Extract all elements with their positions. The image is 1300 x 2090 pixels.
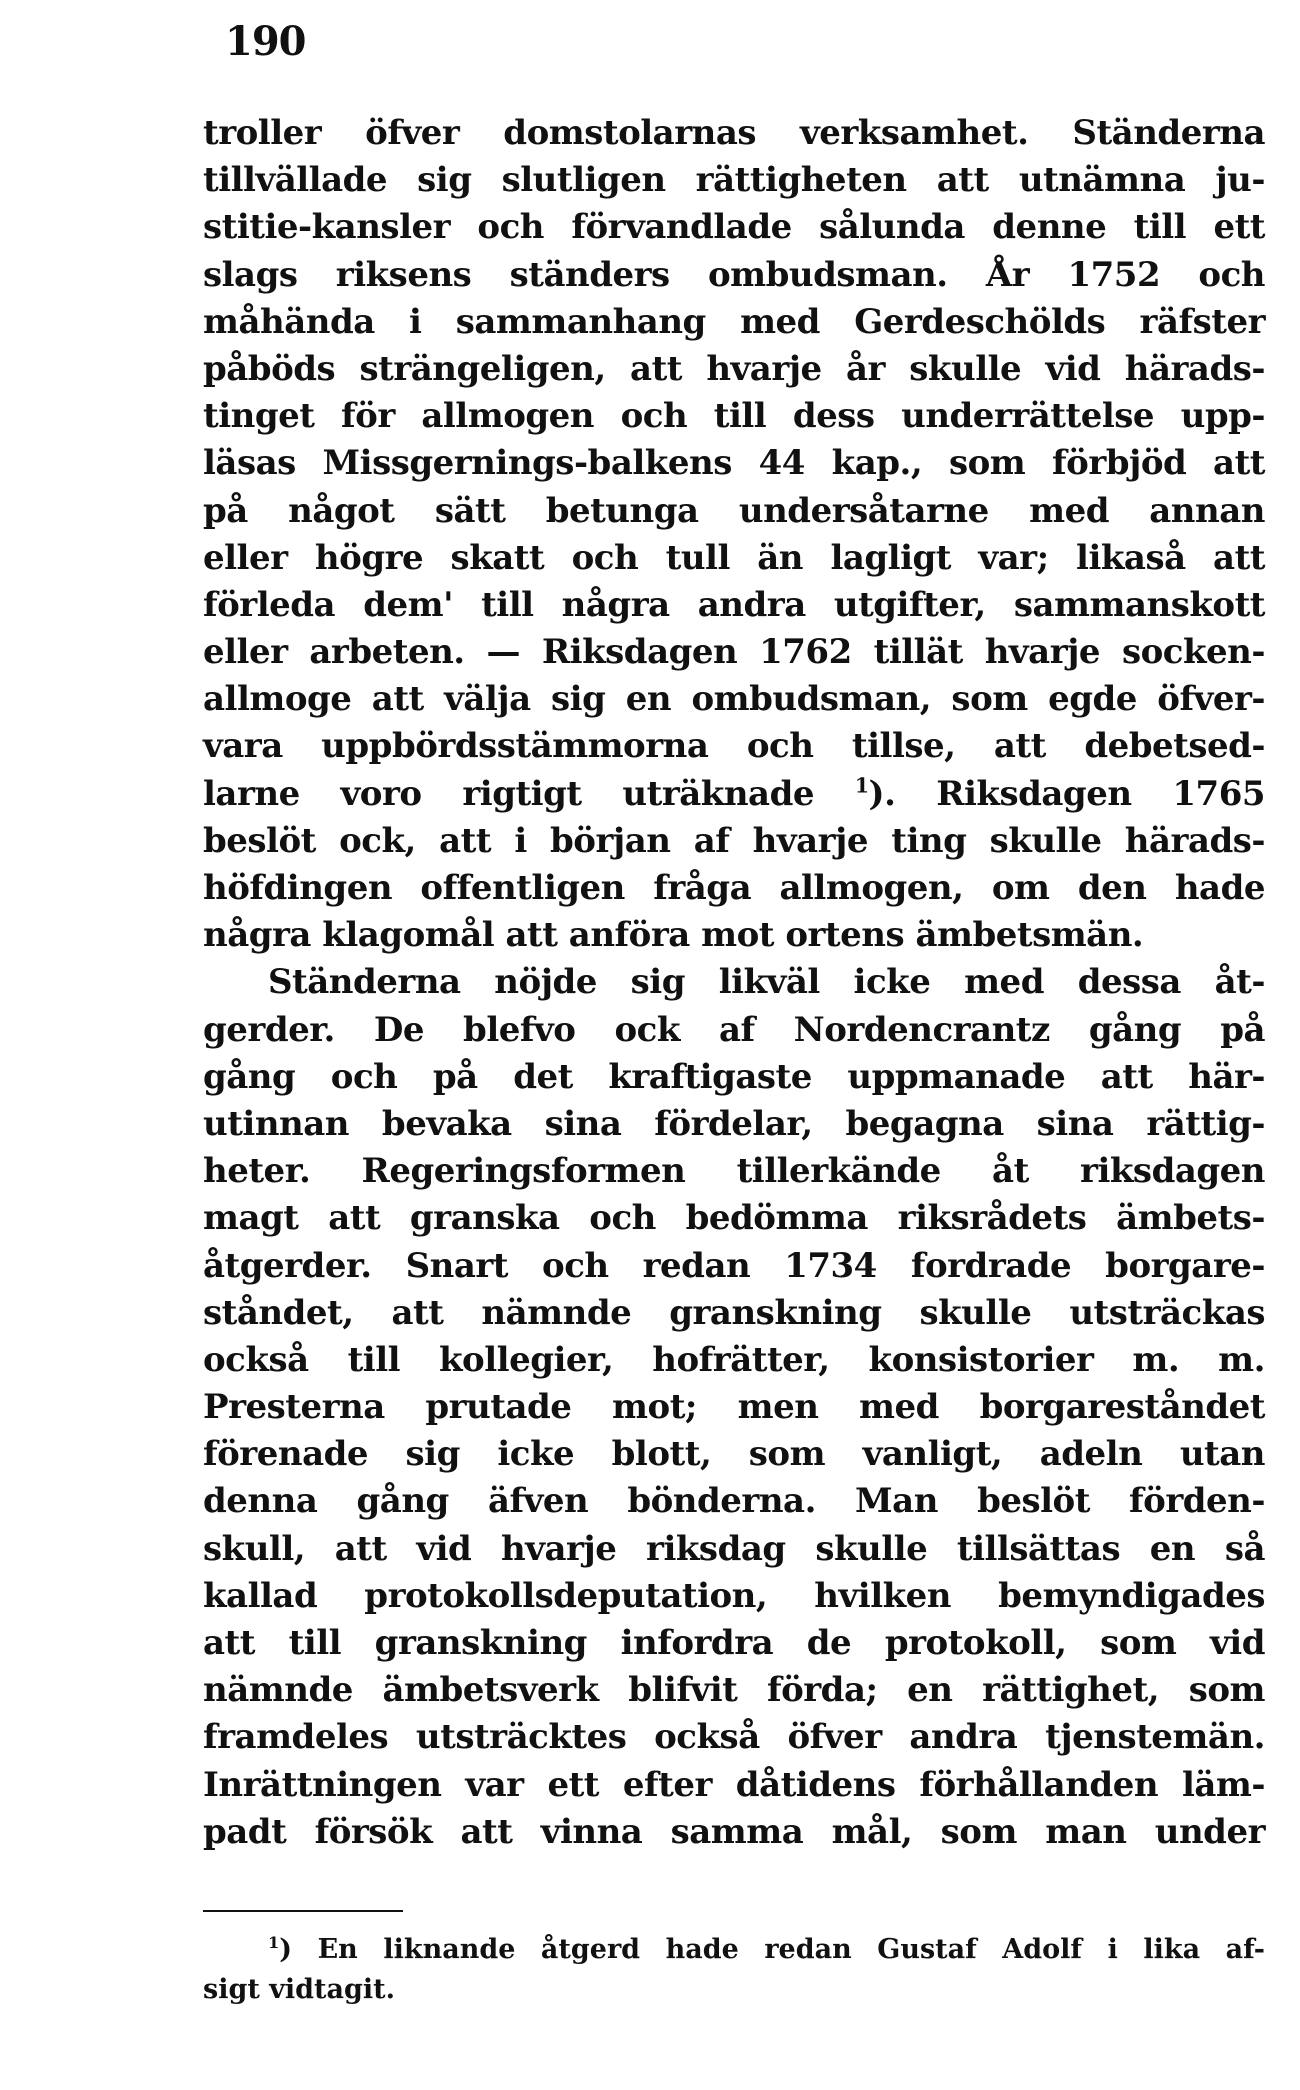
text-line: påböds strängeligen, att hvarje år skulle vid härads- (203, 348, 1265, 389)
text-line: åtgerder. Snart och redan 1734 fordrade borgare- (203, 1245, 1265, 1286)
text-line: Presterna prutade mot; men med borgareståndet (203, 1387, 1265, 1428)
page-number: 190 (225, 18, 306, 65)
text-line: att till granskning infordra de protokoll, som vid (203, 1623, 1265, 1663)
text-line: kallad protokollsdeputation, hvilken bemyndigades (203, 1575, 1265, 1616)
text-line: stitie-kansler och förvandlade sålunda denne till ett (203, 207, 1265, 248)
text-line: tillvällade sig slutligen rättigheten att utnämna ju- (203, 160, 1265, 201)
text-line: beslöt ock, att i början af hvarje ting skulle härads- (203, 820, 1265, 861)
text-line: gerder. De blefvo ock af Nordencrantz gång på (203, 1009, 1265, 1050)
footnote-reference[interactable]: 1 (854, 773, 869, 798)
text-line: heter. Regeringsformen tillerkände åt riksdagen (203, 1151, 1265, 1192)
text-line: padt försök att vinna samma mål, som man under (203, 1811, 1265, 1852)
line-text: larne voro rigtigt uträknade (203, 773, 814, 814)
text-line: förenade sig icke blott, som vanligt, adeln utan (203, 1434, 1265, 1475)
footnote-text: ) En liknande åtgerd hade redan Gustaf Adolf i lika af- (279, 1934, 1265, 1965)
text-line: också till kollegier, hofrätter, konsistorier m. m. (203, 1339, 1265, 1380)
text-line: eller högre skatt och tull än lagligt var; likaså att (203, 537, 1265, 578)
body-text (203, 110, 1265, 1856)
text-line: utinnan bevaka sina fördelar, begagna sina rättig- (203, 1103, 1265, 1144)
text-line: eller arbeten. — Riksdagen 1762 tillät hvarje socken- (203, 632, 1265, 673)
text-line: nämnde ämbetsverk blifvit förda; en rättighet, som (203, 1670, 1265, 1711)
footnote-line: sigt vidtagit. (203, 1974, 396, 2005)
text-line: vara uppbördsstämmorna och tillse, att debetsed- (203, 726, 1265, 767)
text-line: ståndet, att nämnde granskning skulle utsträckas (203, 1292, 1265, 1333)
text-line-paragraph-start: Ständerna nöjde sig likväl icke med dessa åt- (268, 962, 1265, 1003)
footnote-divider (203, 1910, 403, 1912)
text-line: troller öfver domstolarnas verksamhet. Ständerna (203, 113, 1265, 153)
text-line: Inrättningen var ett efter dåtidens förhållanden läm- (203, 1764, 1265, 1805)
text-line: slags riksens ständers ombudsman. År 1752 och (203, 254, 1265, 295)
line-text-tail: ). Riksdagen 1765 (868, 773, 1266, 814)
text-line: några klagomål att anföra mot ortens ämbetsmän. (203, 915, 1144, 956)
text-line: skull, att vid hvarje riksdag skulle tillsättas en så (203, 1528, 1265, 1569)
footnote (203, 1930, 1265, 2010)
text-line: gång och på det kraftigaste uppmanade att här- (203, 1056, 1265, 1097)
footnote-line (203, 1930, 1265, 1970)
footnote-marker: 1 (268, 1933, 280, 1952)
text-line: tinget för allmogen och till dess underrättelse upp- (203, 396, 1265, 437)
text-line: förleda dem' till några andra utgifter, sammanskott (203, 584, 1265, 625)
text-line: denna gång äfven bönderna. Man beslöt förden- (203, 1481, 1265, 1522)
text-line: allmoge att välja sig en ombudsman, som egde öfver- (203, 679, 1265, 720)
text-line: framdeles utsträcktes också öfver andra tjenstemän. (203, 1717, 1265, 1758)
text-line: höfdingen offentligen fråga allmogen, om den hade (203, 868, 1265, 908)
text-line: magt att granska och bedömma riksrådets ämbets- (203, 1198, 1265, 1239)
text-line: läsas Missgernings-balkens 44 kap., som förbjöd att (203, 443, 1265, 484)
text-line-with-footnote-ref (203, 771, 1265, 818)
text-line: på något sätt betunga undersåtarne med annan (203, 490, 1265, 531)
text-line: måhända i sammanhang med Gerdeschölds räfster (203, 301, 1265, 342)
